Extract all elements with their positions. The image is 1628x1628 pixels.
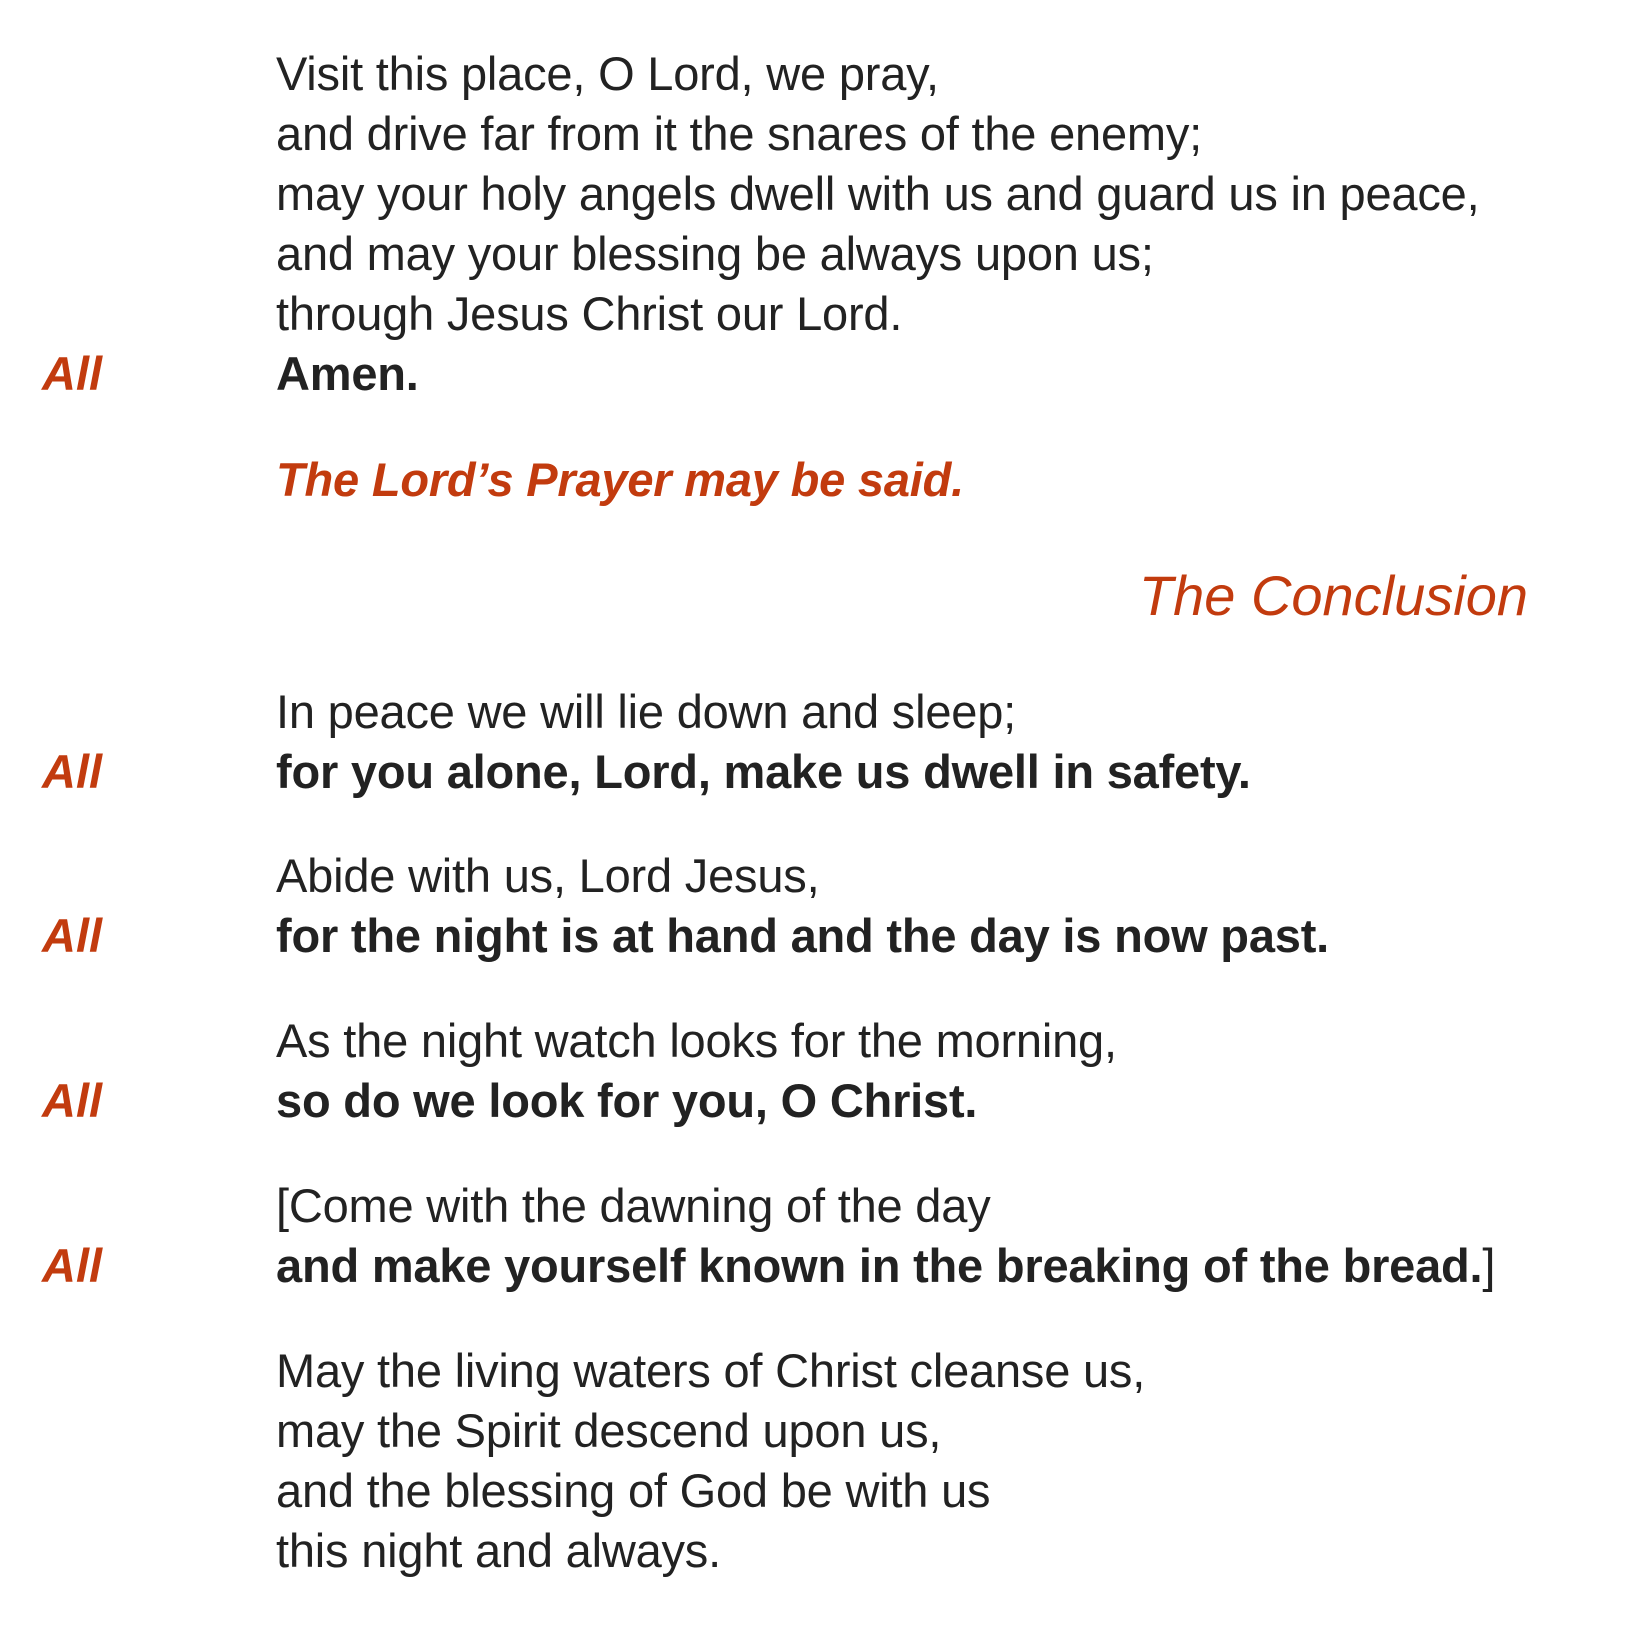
blessing-line: and the blessing of God be with us	[276, 1464, 991, 1517]
versicle-response: and make yourself known in the breaking of the bread.	[276, 1239, 1483, 1292]
versicle-response: for the night is at hand and the day is now past.	[276, 909, 1330, 962]
speaker-label: All	[42, 909, 103, 962]
speaker-label: All	[42, 347, 103, 400]
congregation-response: Amen.	[276, 347, 419, 400]
section-heading: The Conclusion	[1138, 564, 1528, 627]
versicle-response: so do we look for you, O Christ.	[276, 1074, 978, 1127]
prayer-line: may your holy angels dwell with us and guard us in peace,	[276, 167, 1480, 220]
versicle-leader: [Come with the dawning of the day	[276, 1179, 991, 1232]
speaker-label: All	[42, 1074, 103, 1127]
prayer-line: through Jesus Christ our Lord.	[276, 287, 903, 340]
prayer-line: and may your blessing be always upon us;	[276, 227, 1154, 280]
blessing-line: may the Spirit descend upon us,	[276, 1404, 942, 1457]
blessing-line: May the living waters of Christ cleanse us,	[276, 1344, 1146, 1397]
closing-bracket: ]	[1482, 1239, 1496, 1292]
prayer-line: Visit this place, O Lord, we pray,	[276, 47, 939, 100]
versicle-response: for you alone, Lord, make us dwell in safety.	[276, 745, 1251, 798]
rubric-instruction: The Lord’s Prayer may be said.	[276, 453, 964, 506]
versicle-leader: Abide with us, Lord Jesus,	[276, 849, 820, 902]
blessing-line: this night and always.	[276, 1524, 721, 1577]
versicle-leader: As the night watch looks for the morning,	[276, 1014, 1117, 1067]
speaker-label: All	[42, 1239, 103, 1292]
versicle-response-optional	[276, 1236, 1495, 1296]
prayer-line: and drive far from it the snares of the enemy;	[276, 107, 1203, 160]
versicle-leader: In peace we will lie down and sleep;	[276, 685, 1017, 738]
speaker-label: All	[42, 745, 103, 798]
